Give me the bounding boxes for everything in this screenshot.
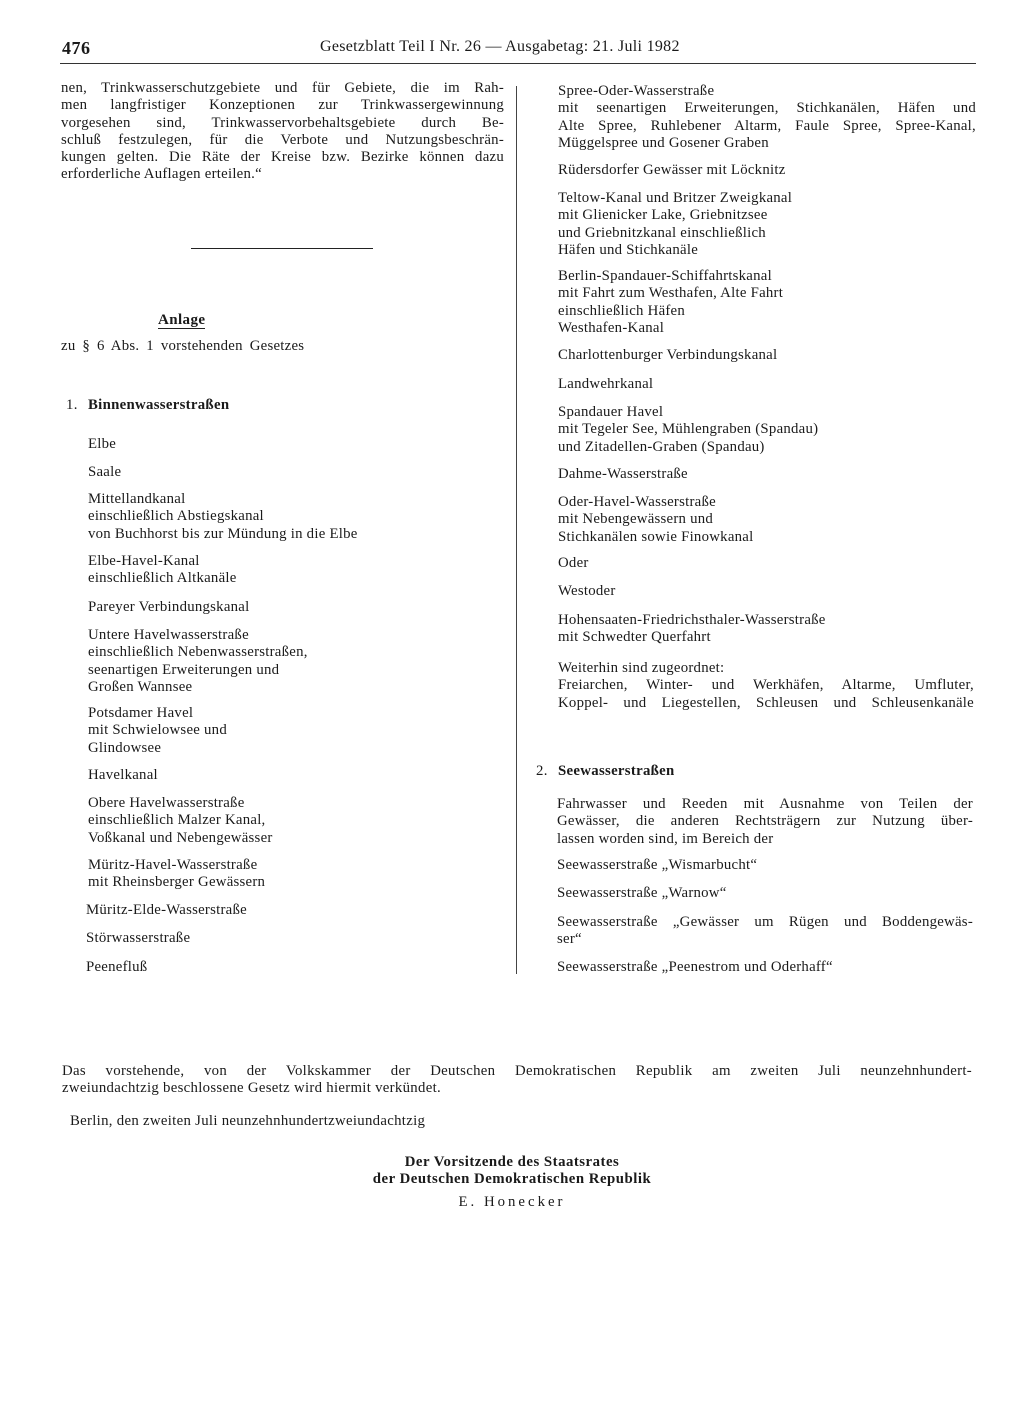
entry-line: Havelkanal: [88, 767, 158, 783]
entry-line: Seewasserstraße „Wismarbucht“: [557, 857, 758, 873]
waterway-entry: [88, 436, 116, 453]
waterway-entry: [558, 494, 753, 546]
entry-line: Saale: [88, 464, 122, 480]
section-1-heading: [66, 397, 229, 414]
entry-line: Rüdersdorfer Gewässer mit Löcknitz: [558, 162, 786, 178]
entry-line: Müritz-Elde-Wasserstraße: [86, 902, 247, 918]
entry-line: Koppel- und Liegestellen, Schleusen und Schleusenkanäle: [558, 694, 974, 711]
waterway-entry: [88, 491, 358, 543]
waterway-entry: [558, 83, 976, 152]
waterway-entry: [86, 902, 247, 919]
waterway-entry: [86, 930, 190, 947]
waterway-entry: [88, 627, 308, 696]
entry-line: lassen worden sind, im Bereich der: [557, 830, 774, 847]
entry-line: Weiterhin sind zugeordnet:: [558, 660, 725, 676]
waterway-entry: [557, 796, 973, 848]
waterway-entry: [88, 705, 227, 757]
section-separator: [191, 248, 373, 249]
entry-line: Gewässer, die anderen Rechtsträgern zur Nutzung über-: [557, 813, 973, 830]
entry-line: Elbe-Havel-Kanal: [88, 553, 200, 569]
waterway-entry: [558, 466, 688, 483]
entry-line: mit Nebengewässern und: [558, 511, 714, 528]
entry-line: Störwasserstraße: [86, 930, 191, 946]
entry-line: einschließlich Häfen: [558, 302, 686, 319]
entry-line: Seewasserstraße „Gewässer um Rügen und Boddengewäs-: [557, 914, 973, 930]
waterway-entry: [558, 555, 589, 572]
entry-line: Teltow-Kanal und Britzer Zweigkanal: [558, 190, 793, 206]
text-line: nen, Trinkwasserschutzgebiete und für Gebiete, die im Rah-: [61, 80, 504, 96]
entry-line: Spree-Oder-Wasserstraße: [558, 83, 715, 99]
waterway-entry: [558, 612, 826, 647]
entry-line: einschließlich Abstiegskanal: [88, 508, 264, 525]
entry-line: einschließlich Nebenwasserstraßen,: [88, 644, 308, 661]
entry-line: Spandauer Havel: [558, 404, 664, 420]
entry-line: Fahrwasser und Reeden mit Ausnahme von Teilen der: [557, 796, 973, 812]
entry-line: Oder: [558, 555, 589, 571]
entry-line: ser“: [557, 931, 582, 948]
entry-line: mit Fahrt zum Westhafen, Alte Fahrt: [558, 285, 784, 302]
entry-line: Freiarchen, Winter- und Werkhäfen, Altarme, Umfluter,: [558, 677, 974, 694]
waterway-entry: [558, 190, 792, 259]
entry-line: von Buchhorst bis zur Mündung in die Elbe: [88, 525, 358, 542]
entry-line: Großen Wannsee: [88, 678, 193, 695]
waterway-entry: [558, 162, 786, 179]
entry-line: einschließlich Malzer Kanal,: [88, 812, 266, 829]
waterway-entry: [86, 959, 147, 976]
waterway-entry: [88, 857, 265, 892]
waterway-entry: [88, 795, 273, 847]
waterway-entry: [88, 767, 158, 784]
entry-line: Seewasserstraße „Warnow“: [557, 885, 727, 901]
text-line: erforderliche Auflagen erteilen.“: [61, 166, 262, 183]
entry-line: mit Schwielowsee und: [88, 722, 227, 739]
text-line: Das vorstehende, von der Volkskammer der Deutschen Demokratischen Republik am zweiten Juli neunzehnhundert-: [62, 1063, 972, 1079]
waterway-entry: [558, 268, 783, 337]
entry-line: Peenefluß: [86, 959, 148, 975]
entry-line: Müritz-Havel-Wasserstraße: [88, 857, 258, 873]
text-line: men langfristiger Konzeptionen zur Trinkwassergewinnung: [61, 97, 504, 114]
proclamation-paragraph: [62, 1063, 972, 1098]
entry-line: Oder-Havel-Wasserstraße: [558, 494, 716, 510]
entry-line: Berlin-Spandauer-Schiffahrtskanal: [558, 268, 772, 284]
entry-line: Potsdamer Havel: [88, 705, 194, 721]
signatory-title: [300, 1154, 724, 1189]
section-title: Binnenwasserstraßen: [88, 397, 230, 413]
waterway-entry: [88, 553, 237, 588]
entry-line: Hohensaaten-Friedrichsthaler-Wasserstraße: [558, 612, 826, 628]
entry-line: einschließlich Altkanäle: [88, 570, 237, 587]
waterway-entry: [88, 464, 121, 481]
anlage-reference: zu § 6 Abs. 1 vorstehenden Gesetzes: [61, 338, 305, 354]
entry-line: Häfen und Stichkanäle: [558, 241, 699, 258]
entry-line: Mittellandkanal: [88, 491, 186, 507]
section-title: Seewasserstraßen: [558, 763, 675, 779]
entry-line: Westhafen-Kanal: [558, 319, 665, 336]
text-line: der Deutschen Demokratischen Republik: [372, 1171, 652, 1188]
waterway-entry: [558, 660, 974, 712]
entry-line: mit seenartigen Erweiterungen, Stichkanälen, Häfen und: [558, 100, 976, 117]
entry-line: Obere Havelwasserstraße: [88, 795, 245, 811]
page-number: 476: [62, 38, 91, 58]
entry-line: Pareyer Verbindungskanal: [88, 599, 250, 615]
entry-line: seenartigen Erweiterungen und: [88, 661, 280, 678]
entry-line: Westoder: [558, 583, 616, 599]
column-divider: [516, 86, 517, 974]
entry-line: Voßkanal und Nebengewässer: [88, 829, 273, 846]
waterway-entry: [557, 959, 833, 976]
anlage-title: Anlage: [158, 312, 206, 328]
header-rule: [60, 63, 976, 64]
section-2-heading: [536, 763, 675, 780]
section-number: 1.: [66, 397, 78, 413]
entry-line: Stichkanälen sowie Finowkanal: [558, 528, 754, 545]
entry-line: mit Schwedter Querfahrt: [558, 629, 711, 646]
entry-line: und Griebnitzkanal einschließlich: [558, 224, 766, 241]
entry-line: mit Rheinsberger Gewässern: [88, 874, 266, 891]
entry-line: Elbe: [88, 436, 117, 452]
entry-line: Dahme-Wasserstraße: [558, 466, 688, 482]
waterway-entry: [557, 857, 757, 874]
waterway-entry: [557, 885, 727, 902]
entry-line: und Zitadellen-Graben (Spandau): [558, 438, 765, 455]
waterway-entry: [558, 404, 818, 456]
entry-line: mit Glienicker Lake, Griebnitzsee: [558, 207, 768, 224]
entry-line: Glindowsee: [88, 739, 162, 756]
text-line: schluß festzulegen, für die Verbote und Nutzungsbeschrän-: [61, 131, 504, 148]
text-line: zweiundachtzig beschlossene Gesetz wird hiermit verkündet.: [62, 1080, 441, 1097]
text-line: vorgesehen sind, Trinkwasservorbehaltsgebiete durch Be-: [61, 114, 504, 131]
waterway-entry: [88, 599, 249, 616]
waterway-entry: [558, 376, 653, 393]
running-head: Gesetzblatt Teil I Nr. 26 — Ausgabetag: 21. Juli 1982: [320, 38, 680, 55]
entry-line: Landwehrkanal: [558, 376, 654, 392]
entry-line: mit Tegeler See, Mühlengraben (Spandau): [558, 421, 819, 438]
waterway-entry: [557, 914, 973, 949]
waterway-entry: [558, 347, 777, 364]
signatory-name: E. Honecker: [458, 1194, 566, 1210]
text-line: kungen gelten. Die Räte der Kreise bzw. Bezirke können dazu: [61, 149, 504, 166]
section-number: 2.: [536, 763, 548, 779]
entry-line: Charlottenburger Verbindungskanal: [558, 347, 778, 363]
entry-line: Untere Havelwasserstraße: [88, 627, 249, 643]
entry-line: Seewasserstraße „Peenestrom und Oderhaff“: [557, 959, 833, 975]
waterway-entry: [558, 583, 616, 600]
text-line: Der Vorsitzende des Staatsrates: [404, 1154, 620, 1170]
place-and-date: Berlin, den zweiten Juli neunzehnhundertzweiundachtzig: [70, 1113, 426, 1129]
entry-line: Müggelspree und Gosener Graben: [558, 134, 769, 151]
intro-paragraph: [61, 80, 504, 184]
entry-line: Alte Spree, Ruhlebener Altarm, Faule Spree, Spree-Kanal,: [558, 117, 976, 134]
